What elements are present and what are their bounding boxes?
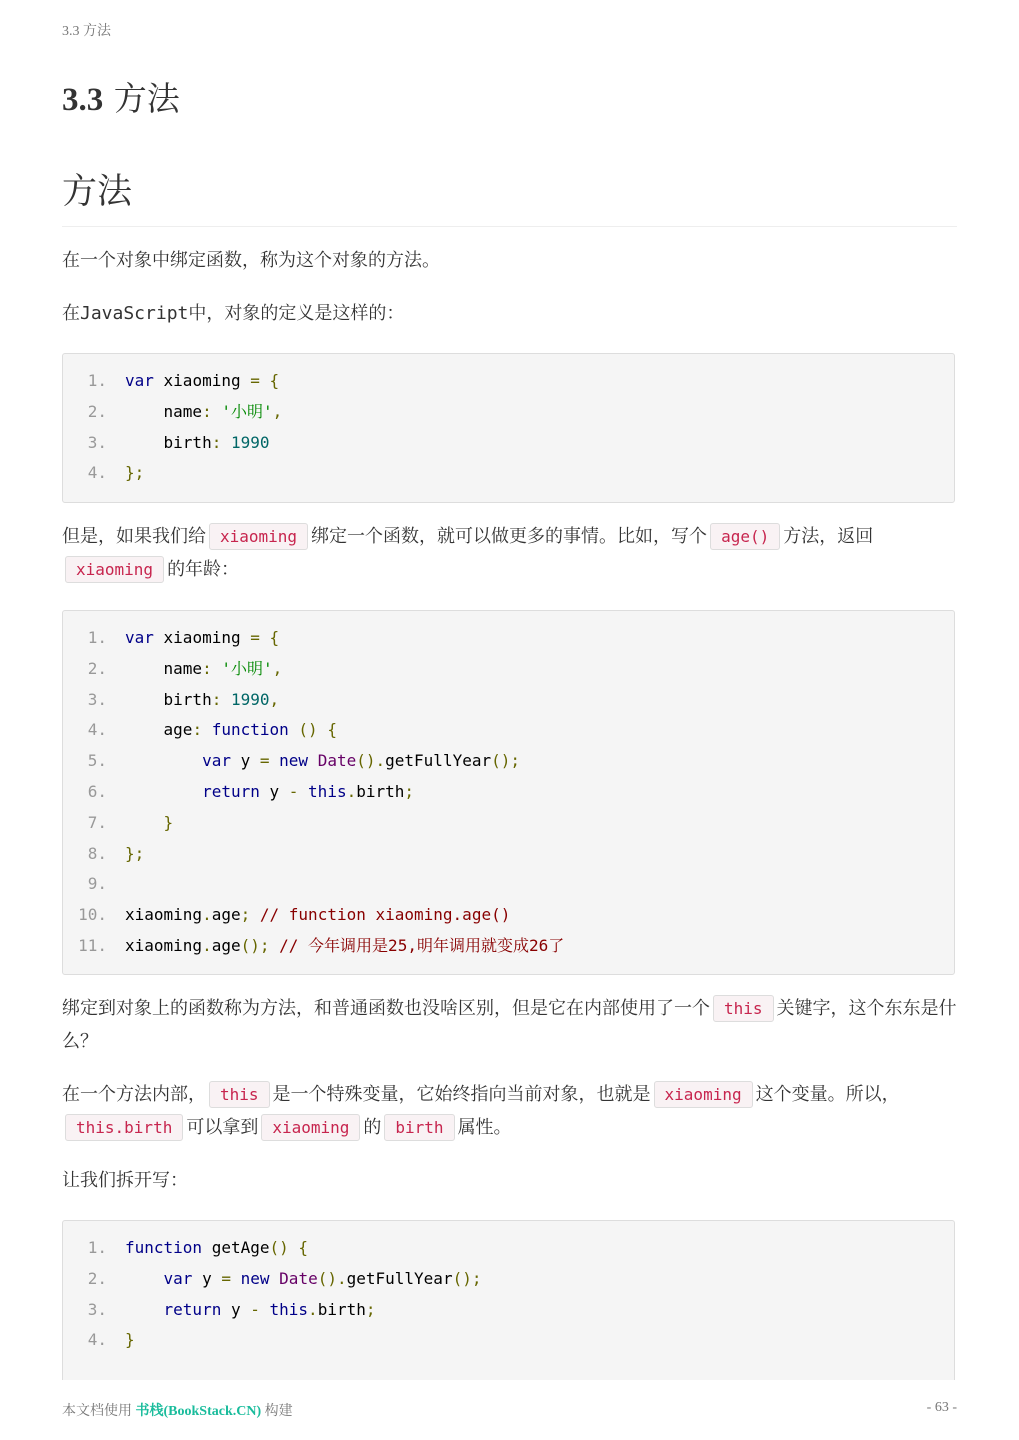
code-punctuation: ;	[365, 1299, 376, 1319]
code-punctuation: ,	[269, 689, 280, 709]
code-punctuation: ;	[404, 781, 415, 801]
code-line	[63, 931, 954, 962]
para-text: 绑定一个函数，就可以做更多的事情。比如，写个	[311, 526, 708, 547]
line-number: 3.	[87, 689, 107, 709]
code-text: birth	[125, 689, 212, 709]
code-text	[270, 751, 280, 770]
code-text: y	[192, 1268, 222, 1288]
code-text	[125, 813, 164, 832]
code-text	[270, 936, 280, 955]
para-text: 在一个方法内部，	[62, 1084, 206, 1105]
code-text	[125, 751, 202, 770]
para-text: 可以拿到	[186, 1117, 259, 1138]
line-number: 4.	[87, 463, 107, 483]
inline-code: xiaoming	[209, 523, 308, 550]
code-keyword: this	[269, 1299, 309, 1319]
code-punctuation: :	[192, 720, 203, 740]
code-line	[63, 397, 954, 428]
code-punctuation: :	[211, 689, 222, 709]
code-line	[63, 1325, 954, 1356]
code-text	[289, 1238, 299, 1257]
code-text	[260, 371, 270, 390]
line-number: 3.	[87, 1299, 107, 1319]
code-line	[63, 900, 954, 931]
code-text: y	[259, 781, 289, 801]
code-punctuation: ,	[272, 658, 283, 678]
code-keyword: this	[308, 781, 347, 801]
code-text	[221, 433, 231, 452]
code-keyword: new	[240, 1268, 270, 1288]
chapter-title-text: 方法	[113, 79, 180, 118]
code-text	[212, 659, 222, 678]
code-block-object-definition	[62, 353, 955, 503]
line-number: 2.	[87, 401, 107, 421]
code-line	[63, 685, 954, 716]
code-text: name	[125, 658, 203, 678]
line-number: 1.	[87, 628, 107, 647]
paragraph-intro: 在一个对象中绑定函数，称为这个对象的方法。	[62, 250, 440, 271]
code-type: Date	[279, 1268, 318, 1288]
paragraph-this-explanation	[62, 1078, 957, 1144]
code-text	[221, 690, 231, 709]
code-text: xiaoming	[153, 628, 251, 647]
code-punctuation: ().	[356, 751, 386, 771]
code-text: y	[221, 1299, 251, 1319]
code-text	[260, 628, 270, 647]
code-punctuation: =	[250, 371, 260, 390]
chapter-title	[62, 76, 180, 123]
code-block-age-method	[62, 610, 955, 975]
paragraph-js-definition	[62, 297, 957, 330]
code-punctuation: .	[202, 935, 212, 955]
code-punctuation: .	[346, 781, 357, 801]
code-keyword: var	[125, 628, 154, 647]
code-line	[63, 1264, 954, 1295]
code-punctuation: {	[269, 371, 280, 390]
code-punctuation: {	[327, 720, 337, 740]
code-number: 1990	[230, 432, 270, 452]
code-punctuation: -	[250, 1299, 260, 1319]
para-text: 的年龄：	[167, 559, 240, 580]
footer-credit	[62, 1400, 293, 1420]
code-text	[125, 1269, 164, 1288]
code-punctuation: ();	[491, 751, 521, 771]
code-text: y	[230, 751, 260, 771]
code-punctuation: }	[163, 812, 174, 832]
page-number: - 63 -	[926, 1400, 957, 1415]
code-text: birth	[125, 432, 212, 452]
line-number: 4.	[87, 1330, 107, 1350]
code-text: age	[211, 935, 241, 955]
line-number: 11.	[78, 935, 107, 955]
inline-code: xiaoming	[261, 1114, 360, 1141]
code-line	[63, 808, 954, 839]
line-number: 5.	[87, 751, 107, 771]
code-text: getFullYear	[385, 751, 492, 771]
inline-code: this	[713, 995, 774, 1022]
code-type: Date	[317, 751, 357, 771]
code-punctuation: ();	[452, 1268, 482, 1288]
code-number: 1990	[230, 689, 270, 709]
line-number: 2.	[87, 1268, 107, 1288]
code-line	[63, 366, 954, 397]
code-punctuation: =	[221, 1268, 231, 1288]
line-number: 8.	[87, 843, 107, 863]
code-keyword: return	[163, 1299, 222, 1319]
inline-code: this	[209, 1081, 270, 1108]
footer-prefix: 本文档使用	[62, 1404, 132, 1419]
line-number: 9.	[87, 874, 107, 894]
inline-code: xiaoming	[65, 556, 164, 583]
code-text	[260, 1300, 270, 1319]
code-line	[63, 623, 954, 654]
code-text	[125, 782, 202, 801]
bookstack-link[interactable]: 书栈(BookStack.CN)	[135, 1404, 262, 1419]
code-line	[63, 715, 954, 746]
code-line	[63, 1233, 954, 1264]
para-text: 的	[363, 1117, 382, 1138]
code-punctuation: {	[298, 1238, 309, 1257]
line-number: 1.	[87, 1238, 107, 1257]
code-text: xiaoming	[125, 935, 203, 955]
code-text	[125, 1300, 164, 1319]
para-text: 属性。	[457, 1117, 512, 1138]
code-punctuation: .	[202, 905, 212, 925]
inline-code: birth	[384, 1114, 454, 1141]
code-line	[63, 839, 954, 870]
section-title: 方法	[62, 166, 957, 227]
code-block-getage	[62, 1220, 955, 1380]
code-text: birth	[356, 781, 405, 801]
running-header: 3.3 方法	[62, 24, 111, 39]
code-text	[270, 1269, 280, 1288]
code-text: getAge	[202, 1238, 270, 1257]
code-comment: // 今年调用是25,明年调用就变成26了	[279, 935, 565, 955]
code-line	[63, 654, 954, 685]
javascript-term: JavaScript	[80, 303, 189, 324]
code-keyword: new	[279, 751, 309, 771]
code-keyword: function	[211, 720, 289, 740]
code-line	[63, 746, 954, 777]
code-text: name	[125, 401, 203, 421]
line-number: 1.	[87, 371, 107, 390]
code-text	[298, 782, 308, 801]
code-punctuation: =	[259, 751, 270, 771]
inline-code: this.birth	[65, 1114, 183, 1141]
footer-suffix: 构建	[264, 1404, 293, 1419]
para-text: 是一个特殊变量，它始终指向当前对象，也就是	[272, 1084, 651, 1105]
code-punctuation: ().	[317, 1268, 347, 1288]
code-punctuation: ;	[240, 905, 251, 925]
code-text: age	[211, 905, 241, 925]
paragraph-bind-function	[62, 520, 957, 586]
para-text: 但是，如果我们给	[62, 526, 206, 547]
code-line	[63, 428, 954, 459]
code-punctuation: :	[202, 401, 212, 421]
code-text: xiaoming	[153, 371, 251, 390]
code-keyword: var	[202, 751, 231, 771]
code-keyword: function	[125, 1238, 203, 1257]
line-number: 4.	[87, 720, 107, 740]
code-text	[308, 751, 318, 770]
code-line	[63, 458, 954, 489]
code-text: xiaoming	[125, 905, 203, 925]
code-punctuation: };	[125, 463, 145, 483]
code-line	[63, 777, 954, 808]
line-number: 3.	[87, 432, 107, 452]
line-number: 2.	[87, 658, 107, 678]
chapter-number: 3.3	[62, 82, 104, 118]
code-line	[63, 869, 954, 900]
line-number: 6.	[87, 781, 107, 801]
code-punctuation: .	[308, 1299, 318, 1319]
code-punctuation: }	[125, 1330, 135, 1350]
code-keyword: return	[202, 781, 260, 801]
code-text	[212, 402, 222, 421]
code-punctuation: :	[211, 432, 222, 452]
code-punctuation: -	[288, 781, 299, 801]
inline-code: xiaoming	[654, 1081, 753, 1108]
code-comment: // function xiaoming.age()	[259, 905, 511, 925]
paragraph-this-keyword	[62, 992, 957, 1058]
code-line	[63, 1295, 954, 1326]
code-punctuation: =	[250, 628, 260, 647]
code-text	[202, 720, 212, 739]
para-text: 在	[62, 303, 80, 324]
code-punctuation: ()	[269, 1238, 289, 1257]
line-number: 10.	[78, 905, 107, 925]
code-keyword: var	[125, 371, 154, 390]
code-text	[250, 905, 260, 924]
code-punctuation: {	[269, 628, 280, 647]
code-text: getFullYear	[346, 1268, 453, 1288]
code-punctuation: };	[125, 843, 145, 863]
code-string: '小明'	[221, 658, 273, 678]
code-text	[231, 1269, 241, 1288]
code-punctuation: ();	[240, 935, 270, 955]
code-string: '小明'	[221, 401, 273, 421]
code-text	[289, 720, 299, 739]
line-number: 7.	[87, 812, 107, 832]
code-punctuation: ,	[272, 401, 283, 421]
code-text: birth	[317, 1299, 366, 1319]
code-punctuation: :	[202, 658, 212, 678]
code-punctuation: ()	[298, 720, 318, 740]
code-keyword: var	[163, 1268, 193, 1288]
para-text: 关键字，这个东东是什么？	[62, 998, 957, 1052]
code-text	[318, 720, 328, 739]
code-text: age	[125, 720, 193, 740]
paragraph-split-write: 让我们拆开写：	[62, 1170, 188, 1191]
para-text: 方法，返回	[783, 526, 874, 547]
para-text: 中，对象的定义是这样的：	[188, 303, 405, 324]
inline-code: age()	[710, 523, 780, 550]
para-text: 这个变量。所以，	[755, 1084, 900, 1105]
para-text: 绑定到对象上的函数称为方法，和普通函数也没啥区别，但是它在内部使用了一个	[62, 998, 710, 1019]
